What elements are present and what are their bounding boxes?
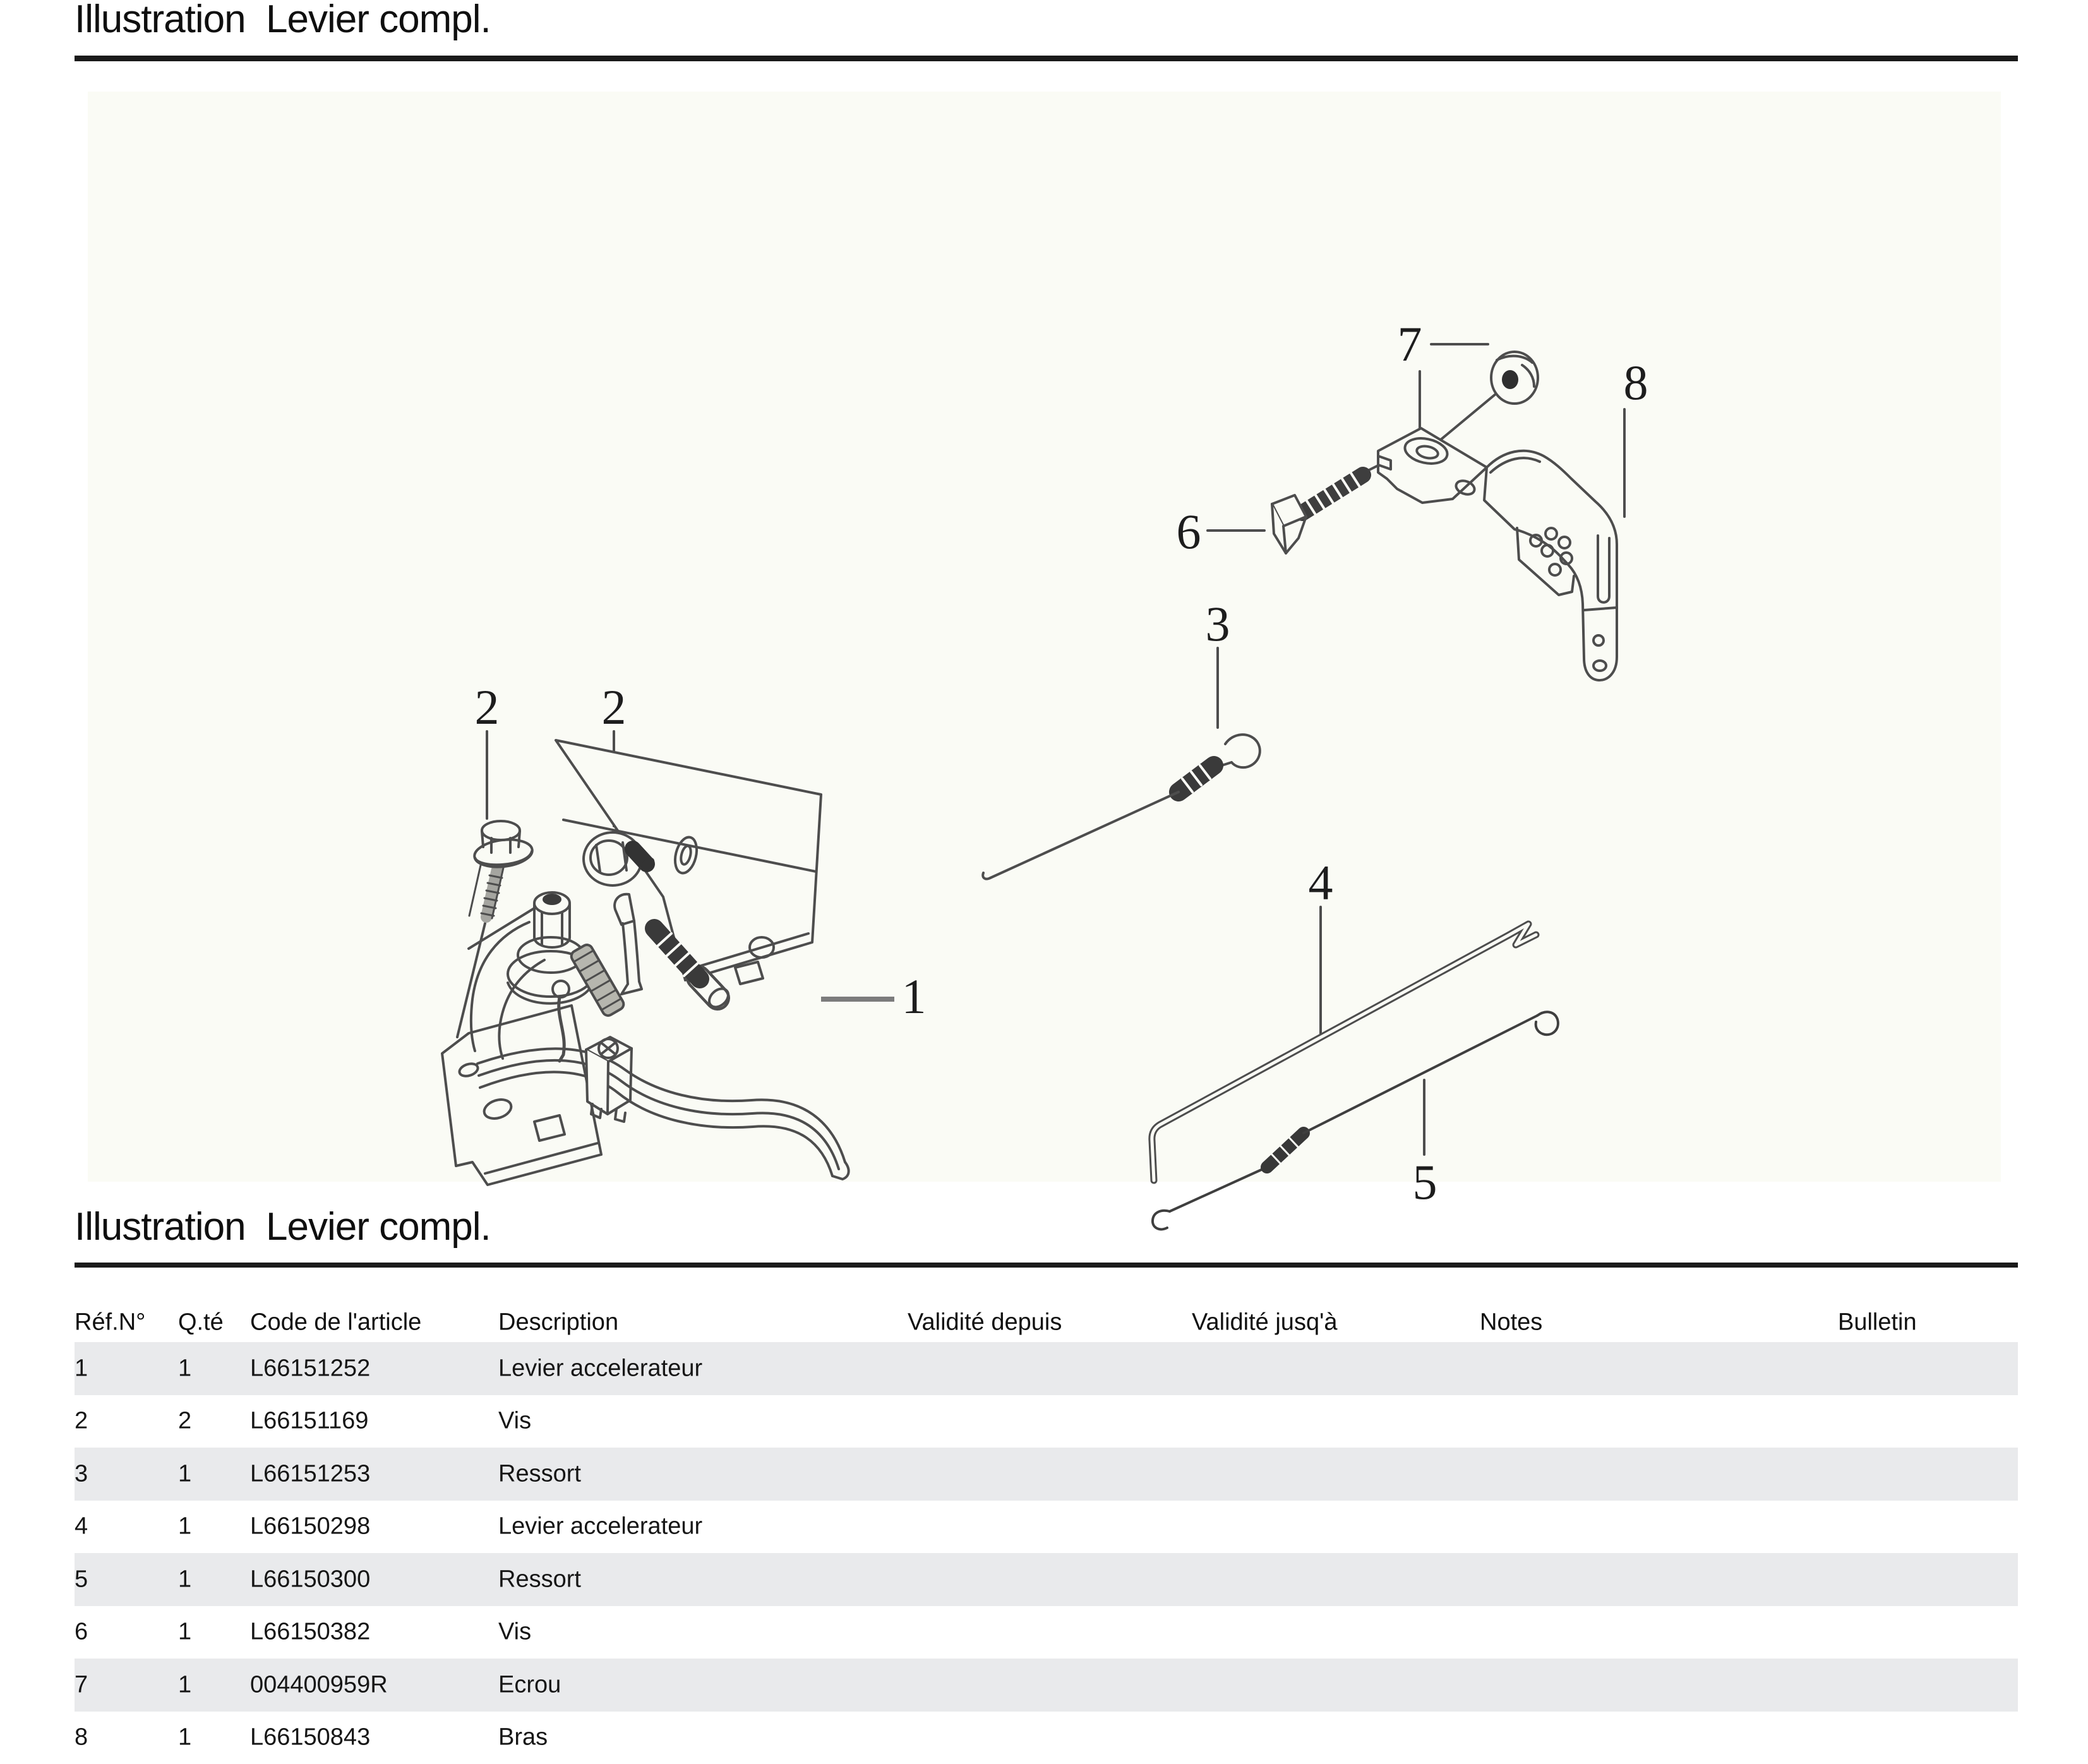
cell-description: Vis bbox=[498, 1619, 531, 1646]
table-row[interactable] bbox=[75, 1448, 2018, 1501]
cell-description: Levier accelerateur bbox=[498, 1513, 702, 1540]
callout-7: 7 bbox=[1398, 320, 1422, 369]
section-divider bbox=[75, 1263, 2018, 1268]
cell-description: Ressort bbox=[498, 1566, 581, 1593]
table-row[interactable] bbox=[75, 1712, 2018, 1764]
part-6-bolt bbox=[1272, 473, 1363, 553]
cell-code: L66151253 bbox=[250, 1460, 370, 1487]
cell-qty: 1 bbox=[178, 1671, 191, 1698]
parts-table bbox=[75, 1303, 2018, 1764]
callout-5: 5 bbox=[1413, 1158, 1437, 1207]
cell-description: Ressort bbox=[498, 1460, 581, 1487]
column-header: Code de l'article bbox=[250, 1309, 421, 1336]
callout-1: 1 bbox=[902, 972, 927, 1021]
callout-2a: 2 bbox=[475, 683, 500, 732]
cell-ref: 8 bbox=[75, 1724, 88, 1751]
cell-code: L66150382 bbox=[250, 1619, 370, 1646]
part-4-lever-rod bbox=[1152, 924, 1536, 1180]
column-header: Description bbox=[498, 1309, 618, 1336]
cell-code: L66150298 bbox=[250, 1513, 370, 1540]
cell-description: Vis bbox=[498, 1408, 531, 1435]
table-row[interactable] bbox=[75, 1659, 2018, 1712]
part-5-spring bbox=[1153, 1012, 1558, 1229]
page-title: Illustration Levier compl. bbox=[75, 0, 491, 42]
table-row[interactable] bbox=[75, 1342, 2018, 1395]
table-row[interactable] bbox=[75, 1606, 2018, 1659]
cell-code: L66150300 bbox=[250, 1566, 370, 1593]
cell-code: 004400959R bbox=[250, 1671, 388, 1698]
part-1-lever-assembly bbox=[442, 740, 849, 1185]
callout-6: 6 bbox=[1177, 507, 1201, 556]
column-header: Q.té bbox=[178, 1309, 224, 1336]
cell-qty: 1 bbox=[178, 1513, 191, 1540]
cell-qty: 1 bbox=[178, 1460, 191, 1487]
part-7-nut bbox=[1491, 352, 1538, 404]
cell-qty: 1 bbox=[178, 1724, 191, 1751]
section-title: Illustration Levier compl. bbox=[75, 1205, 491, 1249]
cell-qty: 1 bbox=[178, 1619, 191, 1646]
part-3-spring bbox=[983, 735, 1260, 879]
callout-4: 4 bbox=[1309, 858, 1333, 908]
part-2-flange-bolt bbox=[469, 821, 534, 918]
column-header: Bulletin bbox=[1838, 1309, 1917, 1336]
cell-code: L66150843 bbox=[250, 1724, 370, 1751]
cell-qty: 1 bbox=[178, 1566, 191, 1593]
callout-2b: 2 bbox=[602, 683, 627, 732]
column-header: Réf.N° bbox=[75, 1309, 145, 1336]
cell-ref: 3 bbox=[75, 1460, 88, 1487]
table-row[interactable] bbox=[75, 1501, 2018, 1554]
cell-ref: 4 bbox=[75, 1513, 88, 1540]
cell-description: Bras bbox=[498, 1724, 548, 1751]
callout-3: 3 bbox=[1206, 599, 1230, 649]
cell-description: Levier accelerateur bbox=[498, 1355, 702, 1382]
table-body bbox=[75, 1342, 2018, 1764]
cell-qty: 2 bbox=[178, 1408, 191, 1435]
cell-code: L66151252 bbox=[250, 1355, 370, 1382]
column-header: Notes bbox=[1480, 1309, 1542, 1336]
column-header: Validité depuis bbox=[908, 1309, 1062, 1336]
cell-qty: 1 bbox=[178, 1355, 191, 1382]
cell-ref: 7 bbox=[75, 1671, 88, 1698]
cell-ref: 2 bbox=[75, 1408, 88, 1435]
cell-ref: 6 bbox=[75, 1619, 88, 1646]
cell-ref: 1 bbox=[75, 1355, 88, 1382]
part-8-arm-bracket bbox=[1378, 428, 1617, 680]
cell-ref: 5 bbox=[75, 1566, 88, 1593]
table-row[interactable] bbox=[75, 1395, 2018, 1448]
cell-code: L66151169 bbox=[250, 1408, 368, 1435]
column-header: Validité jusq'à bbox=[1192, 1309, 1337, 1336]
cell-description: Ecrou bbox=[498, 1671, 561, 1698]
callout-8: 8 bbox=[1624, 358, 1648, 407]
table-header-row bbox=[75, 1303, 2018, 1342]
table-row[interactable] bbox=[75, 1553, 2018, 1606]
